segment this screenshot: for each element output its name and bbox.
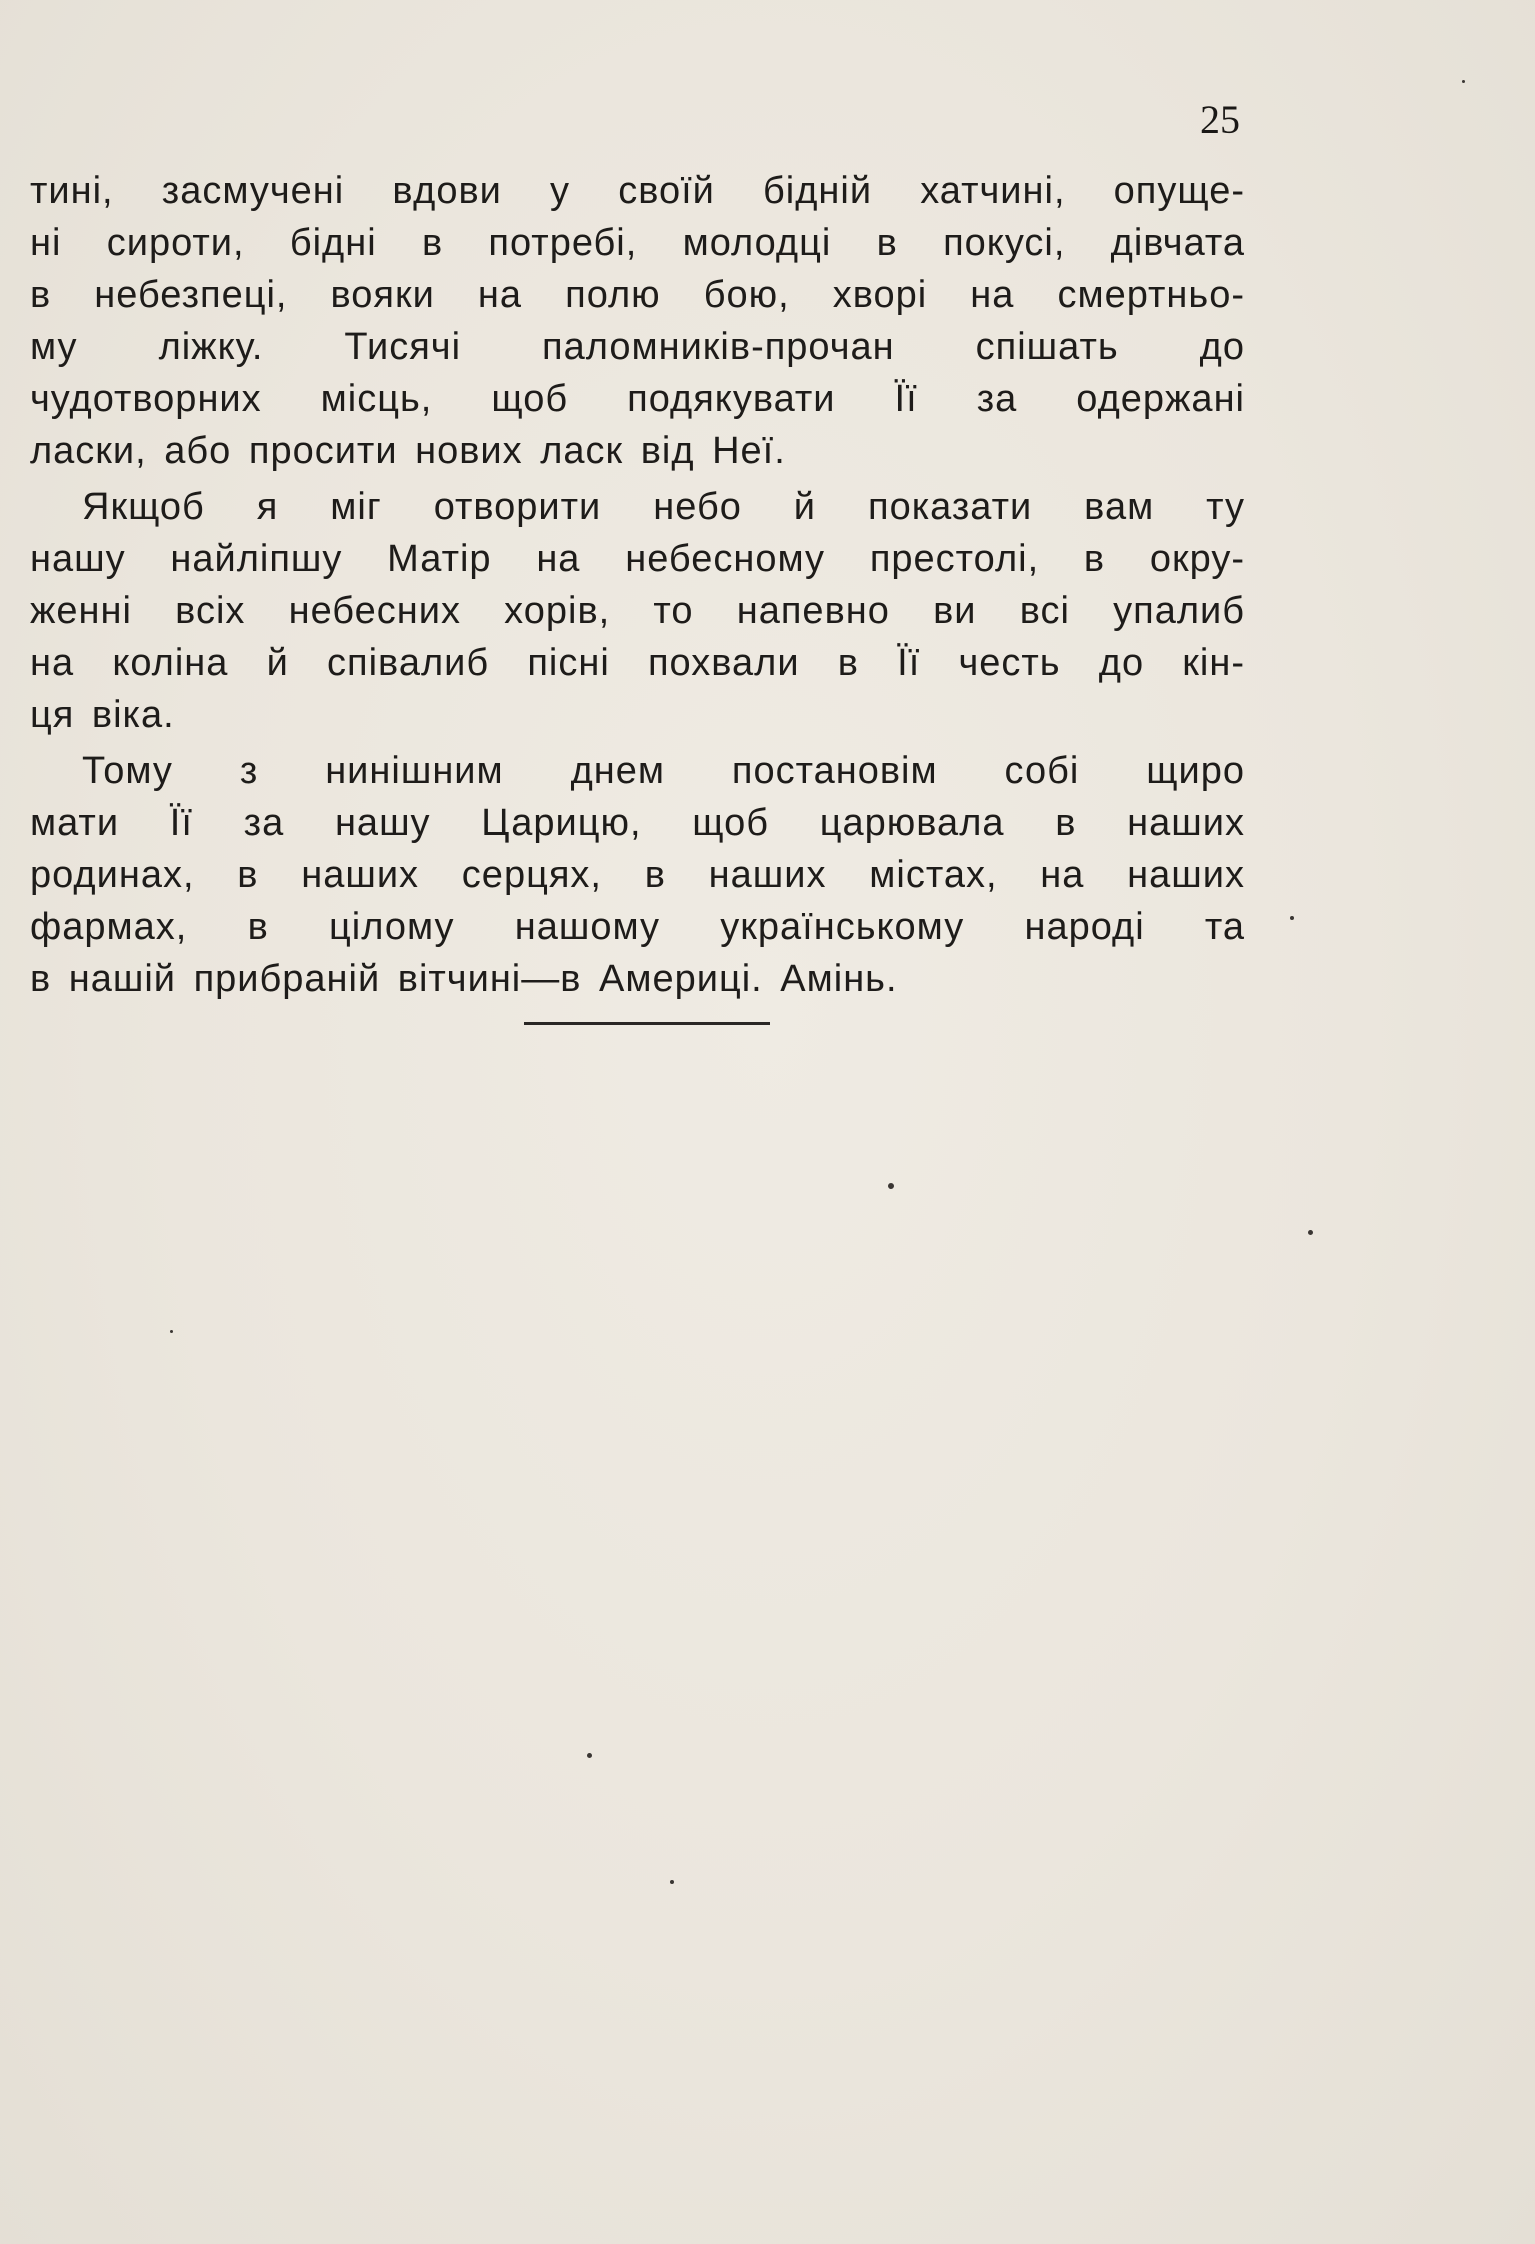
paper-speck	[670, 1880, 674, 1884]
text-line: на коліна й співалиб пісні похвали в Її честь до кін-	[30, 642, 1245, 684]
text-line: родинах, в наших серцях, в наших містах, на наших	[30, 854, 1245, 896]
paragraph-1	[30, 165, 1245, 477]
text-line: нашу найліпшу Матір на небесному престолі, в окру-	[30, 538, 1245, 580]
text-line: Тому з нинішним днем постановім собі щиро	[82, 750, 1245, 792]
paper-speck	[587, 1753, 592, 1758]
paper-speck	[888, 1183, 894, 1189]
paragraph-3	[30, 745, 1245, 1005]
text-line: фармах, в цілому нашому українському народі та	[30, 906, 1245, 948]
text-line: ласки, або просити нових ласк від Неї.	[30, 430, 786, 472]
end-rule	[524, 1022, 770, 1025]
text-line: чудотворних місць, щоб подякувати Її за одержані	[30, 378, 1245, 420]
text-line: мати Її за нашу Царицю, щоб царювала в наших	[30, 802, 1245, 844]
paper-speck	[1462, 80, 1465, 83]
text-line: ця віка.	[30, 694, 175, 736]
paper-speck	[1308, 1230, 1313, 1235]
text-line: в небезпеці, вояки на полю бою, хворі на смертньо-	[30, 274, 1245, 316]
paper-speck	[170, 1330, 173, 1333]
text-line: Якщоб я міг отворити небо й показати вам ту	[82, 486, 1245, 528]
paragraph-2	[30, 481, 1245, 741]
page-number: 25	[1200, 97, 1240, 142]
text-line: му ліжку. Тисячі паломників-прочан спішать до	[30, 326, 1245, 368]
body-text	[30, 165, 1245, 1005]
text-line: женні всіх небесних хорів, то напевно ви всі упалиб	[30, 590, 1245, 632]
text-line: тині, засмучені вдови у своїй бідній хатчині, опуще-	[30, 170, 1245, 212]
paper-speck	[1290, 916, 1294, 920]
text-line: ні сироти, бідні в потребі, молодці в покусі, дівчата	[30, 222, 1245, 264]
text-line: в нашій прибраній вітчині—в Америці. Амінь.	[30, 958, 898, 1000]
